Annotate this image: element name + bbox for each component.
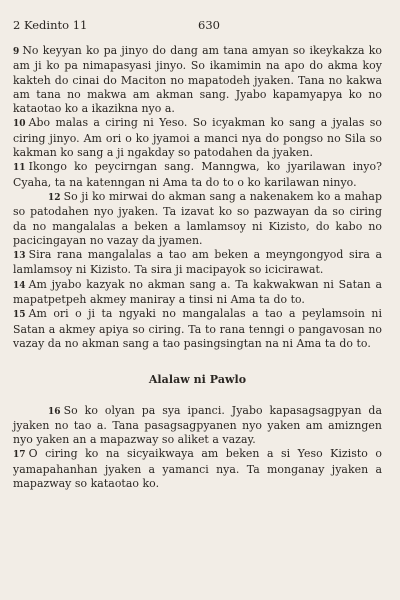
verse-number: 14 — [13, 280, 26, 291]
verse-text: So ji ko mirwai do akman sang a nakenakem ko a mahap so patodahen nyo jyaken. Ta izavat ko so pazwayan da so ciring da no mangalalas a beken a lamlamsoy ni Kizisto, do kabo no pacicingayan no vazay da jyamen. — [13, 189, 382, 247]
verse-number: 9 — [13, 47, 20, 57]
verse-number: 12 — [48, 192, 61, 203]
verse-text: O ciring ko na sicyaikwaya am beken a si Yeso Kizisto o yamapahanhan jyaken a yamanci nya. Ta monganay jyaken a mapazway so kataotao ko. — [13, 447, 382, 491]
verse — [13, 447, 382, 491]
verse-block-a — [13, 44, 382, 351]
section-title: Alalaw ni Pawlo — [148, 373, 247, 387]
page-number: 630 — [198, 18, 220, 32]
verse-number: 15 — [13, 310, 26, 321]
verse-number: 17 — [13, 450, 26, 461]
verse — [13, 190, 382, 248]
verse-number: 11 — [13, 163, 26, 174]
page-header — [13, 18, 382, 40]
verse-number: 10 — [13, 119, 26, 130]
verse-text: Am jyabo kazyak no akman sang a. Ta kakwakwan ni Satan a mapatpetpeh akmey maniray a tinsi ni Ama ta do to. — [13, 277, 382, 307]
verse-text: Ikongo ko peycirngan sang. Manngwa, ko jyarilawan inyo? Cyaha, ta na katenngan ni Ama ta do to o ko karilawan ninyo. — [13, 160, 382, 189]
verse — [13, 404, 382, 448]
verse — [13, 44, 382, 116]
verse-number: 13 — [13, 251, 26, 262]
verse — [13, 307, 382, 351]
verse-text: Abo malas a ciring ni Yeso. So icyakman ko sang a jyalas so ciring jinyo. Am ori o ko jyamoi a manci nya do pongso no Sila so kakman ko sang a ji ngakday so patodahen da jyaken. — [13, 116, 382, 160]
verse-block-b — [13, 404, 382, 492]
running-header-book: 2 Kedinto 11 — [13, 18, 88, 32]
verse — [13, 160, 382, 190]
verse-text: So ko olyan pa sya ipanci. Jyabo kapasagsagpyan da jyaken no tao a. Tana pasagsagpyanen nyo yaken am amizngen nyo yaken an a mapazway so aliket a vazay. — [13, 403, 382, 447]
verse — [13, 278, 382, 308]
verse — [13, 248, 382, 278]
page-body — [13, 44, 382, 491]
verse-number: 16 — [48, 406, 61, 417]
verse-text: No keyyan ko pa jinyo do dang am tana amyan so ikeykakza ko am ji ko pa nimapasyasi jinyo. So ikamimin na apo do akma koy kakteh do cinai do Maciton no mapatodeh jyaken. Tana no kakwa am tana no makwa am akman sang. Jyabo kapamyapya ko no kataotao ko a ikazikna nyo a. — [13, 44, 382, 116]
verse-text: Sira rana mangalalas a tao am beken a meyngongyod sira a lamlamsoy ni Kizisto. Ta sira ji macipayok so icicirawat. — [13, 248, 382, 277]
verse — [13, 116, 382, 160]
verse-text: Am ori o ji ta ngyaki no mangalalas a tao a peylamsoin ni Satan a akmey apiya so ciring. Ta to rana tenngi o pangavosan no vazay da no akman sang a tao pasingsingtan na ni Ama ta do to. — [13, 307, 382, 350]
